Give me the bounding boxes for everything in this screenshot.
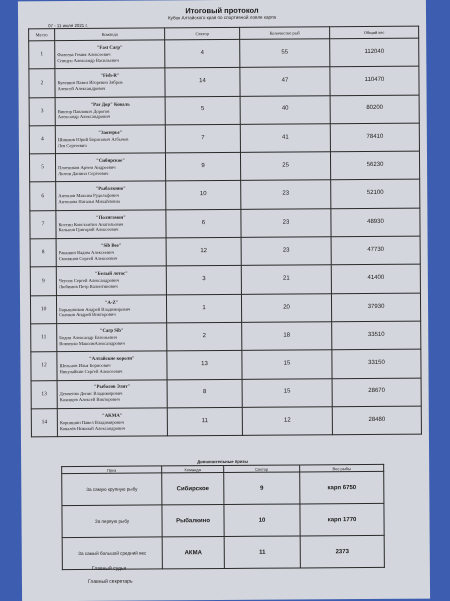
team-name: "Сибирское" bbox=[96, 158, 125, 164]
place-cell: 6 bbox=[30, 182, 56, 210]
team-member: Александр Александрович bbox=[57, 114, 111, 120]
table-row bbox=[31, 349, 421, 380]
prize-weight-cell: карп 1770 bbox=[300, 503, 384, 536]
prize-col-team: Команда bbox=[162, 466, 224, 473]
team-cell bbox=[55, 153, 165, 182]
team-cell bbox=[56, 266, 166, 295]
total-weight-cell: 78410 bbox=[330, 123, 419, 152]
table-row bbox=[30, 293, 420, 324]
total-weight-cell: 28670 bbox=[332, 378, 421, 407]
sector-cell: 4 bbox=[165, 39, 240, 68]
extra-prizes-table bbox=[61, 457, 385, 570]
team-member: Вовченко МаксимАлександрович bbox=[59, 340, 125, 346]
team-member: Демченко Денис Владимирович bbox=[59, 391, 123, 397]
prize-team-cell: Рыбалкино bbox=[162, 505, 224, 537]
team-member: Антонова Наталья Михайловна bbox=[58, 198, 120, 205]
fish-count-cell: 23 bbox=[241, 180, 331, 209]
team-member: Антонов Максим Рудольфович bbox=[58, 193, 119, 199]
table-row bbox=[30, 208, 420, 239]
place-cell: 8 bbox=[30, 239, 56, 267]
table-row bbox=[31, 406, 421, 437]
team-name: "Par Дор" Коваль bbox=[90, 102, 130, 108]
table-row bbox=[31, 321, 421, 352]
total-weight-cell: 37930 bbox=[331, 293, 420, 322]
team-member: Виктор Павлович Дорогов bbox=[57, 108, 110, 114]
team-member: Кальнов Григорий Алексеевич bbox=[58, 227, 119, 233]
fish-count-cell: 23 bbox=[241, 209, 331, 238]
prize-col-prize: Приз bbox=[62, 466, 162, 474]
place-cell: 5 bbox=[29, 154, 55, 182]
prize-col-sector: Сектор bbox=[224, 465, 300, 473]
sector-cell: 5 bbox=[165, 96, 240, 125]
fish-count-cell: 12 bbox=[242, 407, 332, 436]
team-member: Кулешин Павел Игоревич Зябров bbox=[57, 79, 123, 86]
sector-cell: 2 bbox=[167, 322, 242, 351]
team-name: "Алтайские короли" bbox=[89, 356, 135, 363]
team-member: Шельнов Илья Борисович bbox=[59, 362, 111, 369]
place-cell: 2 bbox=[29, 69, 55, 97]
page-subtitle: Кубок Алтайского края по спортивной ловле карпа bbox=[167, 14, 277, 21]
prize-weight-cell: карп 6750 bbox=[300, 471, 384, 504]
sector-cell: 3 bbox=[166, 266, 241, 295]
team-member: Лев Сергеевич bbox=[57, 142, 87, 148]
sector-cell: 12 bbox=[166, 237, 241, 266]
team-name: "Sib Bee" bbox=[100, 243, 122, 249]
team-member: Фалеева Гемия Алексеевич bbox=[57, 51, 111, 58]
total-weight-cell: 41400 bbox=[331, 265, 420, 294]
team-member: Любимов Петр Валентинович bbox=[58, 283, 118, 290]
col-header-place: Место bbox=[29, 29, 55, 41]
sector-cell: 8 bbox=[167, 379, 242, 408]
team-member: Никулайкин Сергей Алексеевич bbox=[59, 368, 123, 375]
team-member: Барышников Андрей Владимирович bbox=[59, 306, 131, 312]
fish-count-cell: 25 bbox=[240, 152, 330, 181]
fish-count-cell: 21 bbox=[241, 265, 331, 294]
team-name: "Fish-R" bbox=[100, 73, 120, 80]
team-cell bbox=[55, 97, 165, 126]
team-cell bbox=[56, 181, 166, 210]
team-name: "Fast Carp" bbox=[96, 45, 123, 51]
sector-cell: 11 bbox=[167, 407, 242, 436]
protocol-sheet bbox=[18, 0, 430, 601]
team-name: "Заозерье" bbox=[98, 130, 123, 136]
prize-sector-cell: 10 bbox=[224, 504, 300, 537]
place-cell: 14 bbox=[31, 409, 57, 437]
team-cell bbox=[55, 68, 165, 97]
team-cell bbox=[57, 408, 167, 437]
chief-secretary-signature: Главный секретарь bbox=[87, 578, 133, 585]
team-member: Спицун Александр Васильевич bbox=[57, 57, 119, 63]
prize-weight-cell: 2373 bbox=[300, 535, 384, 568]
results-table bbox=[28, 26, 422, 438]
total-weight-cell: 47730 bbox=[331, 236, 420, 265]
sector-cell: 7 bbox=[165, 124, 240, 153]
prize-name-cell: За самую крупную рыбу bbox=[62, 473, 162, 506]
team-name: "Рыболов Элит" bbox=[93, 385, 131, 391]
fish-count-cell: 23 bbox=[241, 237, 331, 266]
table-row bbox=[31, 378, 421, 409]
sector-cell: 9 bbox=[165, 153, 240, 182]
total-weight-cell: 112040 bbox=[330, 38, 419, 67]
team-name: "Полигамон" bbox=[96, 215, 126, 221]
team-cell bbox=[57, 351, 167, 380]
sector-cell: 10 bbox=[166, 181, 241, 210]
prize-row bbox=[62, 503, 384, 537]
sector-cell: 14 bbox=[165, 68, 240, 97]
table-row bbox=[29, 38, 419, 69]
fish-count-cell: 47 bbox=[240, 67, 330, 96]
team-member: Бодин Александр Евгеньевич bbox=[59, 334, 117, 341]
col-header-team: Команда bbox=[55, 28, 165, 41]
team-cell bbox=[56, 295, 166, 324]
team-name: "Carp Sib" bbox=[99, 328, 124, 334]
sector-cell: 6 bbox=[166, 209, 241, 238]
sector-cell: 13 bbox=[167, 351, 242, 380]
team-member: Смолянов Сергей Алексеевич bbox=[58, 255, 118, 261]
table-row bbox=[29, 123, 419, 154]
place-cell: 9 bbox=[30, 267, 56, 295]
prize-team-cell: Сибирское bbox=[162, 473, 224, 505]
fish-count-cell: 15 bbox=[242, 378, 332, 407]
team-member: Казанцев Алексей Викторович bbox=[59, 396, 120, 403]
team-member: Чеусов Сергей Александрович bbox=[58, 278, 119, 284]
total-weight-cell: 33510 bbox=[332, 321, 421, 350]
total-weight-cell: 33150 bbox=[332, 349, 421, 378]
team-member: Лютов Даниил Сергеевич bbox=[58, 170, 109, 176]
fish-count-cell: 55 bbox=[240, 39, 330, 68]
team-cell bbox=[56, 210, 166, 239]
table-row bbox=[29, 66, 419, 97]
team-cell bbox=[56, 238, 166, 267]
place-cell: 3 bbox=[29, 97, 55, 125]
team-member: Шишков Юрий Борисович Агбычев bbox=[57, 136, 129, 142]
fish-count-cell: 18 bbox=[242, 322, 332, 351]
sector-cell: 1 bbox=[166, 294, 241, 323]
total-weight-cell: 110470 bbox=[330, 66, 419, 95]
place-cell: 1 bbox=[29, 41, 55, 69]
team-member: Плотников Артем Андреевич bbox=[58, 164, 116, 171]
fish-count-cell: 20 bbox=[241, 293, 331, 322]
table-row bbox=[30, 236, 420, 267]
total-weight-cell: 28480 bbox=[332, 406, 421, 435]
place-cell: 13 bbox=[31, 380, 57, 408]
team-cell bbox=[55, 125, 165, 154]
team-name: "Рыбалкино" bbox=[95, 187, 126, 193]
team-member: Костин Константин Анатольевич bbox=[58, 221, 124, 227]
total-weight-cell: 56230 bbox=[330, 151, 419, 180]
page-title: Итоговый протокол bbox=[185, 5, 259, 16]
team-member: Скачков Андрей Викторович bbox=[59, 312, 116, 318]
place-cell: 7 bbox=[30, 210, 56, 238]
prize-sector-cell: 11 bbox=[224, 536, 300, 569]
team-cell bbox=[55, 40, 165, 69]
fish-count-cell: 40 bbox=[240, 95, 330, 124]
prize-row bbox=[62, 471, 384, 505]
total-weight-cell: 80200 bbox=[330, 95, 419, 124]
prize-team-cell: АКМА bbox=[162, 537, 224, 569]
place-cell: 12 bbox=[31, 352, 57, 380]
col-header-weight: Общий вес bbox=[330, 26, 419, 39]
place-cell: 11 bbox=[31, 324, 57, 352]
table-row bbox=[30, 180, 420, 211]
team-member: Ковалёв Николай Александрович bbox=[59, 425, 126, 431]
team-member: Алексей Александрович bbox=[57, 85, 106, 92]
total-weight-cell: 48930 bbox=[331, 208, 420, 237]
prize-name-cell: За первую рыбу bbox=[62, 505, 162, 538]
team-member: Ракашин Вадим Алексеевич bbox=[58, 249, 114, 256]
col-header-sector: Сектор bbox=[165, 27, 240, 40]
prizes-caption: Дополнительные призы bbox=[197, 458, 249, 465]
table-row bbox=[30, 265, 420, 296]
team-cell bbox=[57, 379, 167, 408]
table-row bbox=[29, 95, 419, 126]
table-row bbox=[29, 151, 419, 182]
team-name: "AKMA" bbox=[102, 413, 123, 419]
team-name: "А-Z" bbox=[104, 300, 119, 306]
team-cell bbox=[57, 323, 167, 352]
chief-judge-signature: Главный судья bbox=[91, 565, 127, 572]
prize-col-weight: Вес рыбы bbox=[300, 464, 384, 472]
team-name: "Белый лотос" bbox=[94, 271, 128, 278]
prize-name-cell: За самый большой средний вес bbox=[62, 537, 162, 570]
event-dates: 07 - 11 июля 2021 г. bbox=[48, 22, 88, 29]
place-cell: 4 bbox=[29, 126, 55, 154]
col-header-count: Количество рыб bbox=[240, 27, 330, 40]
fish-count-cell: 41 bbox=[240, 124, 330, 153]
fish-count-cell: 15 bbox=[242, 350, 332, 379]
total-weight-cell: 52100 bbox=[331, 180, 420, 209]
prize-sector-cell: 9 bbox=[224, 472, 300, 505]
team-member: Корнишин Павел Владимирович bbox=[59, 419, 124, 425]
prize-row bbox=[62, 535, 384, 569]
place-cell: 10 bbox=[30, 295, 56, 323]
